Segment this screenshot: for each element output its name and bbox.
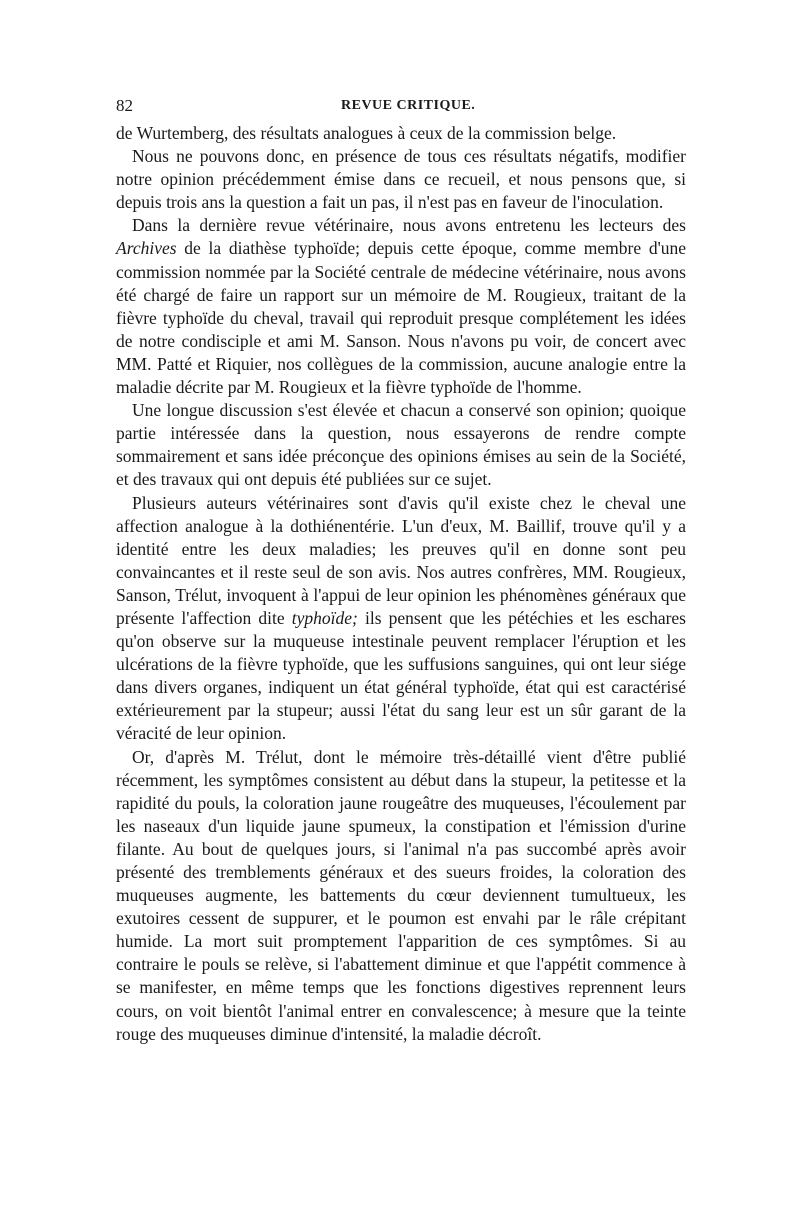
paragraph-2: Nous ne pouvons donc, en présence de tous ces résultats négatifs, modifier notre opinion précédemment émise dans ce recueil, et nous pensons que, si depuis trois ans la question a fait un pas, il n'est pas en faveur de l'inoculation. <box>116 146 686 213</box>
running-title: REVUE CRITIQUE. <box>341 98 476 113</box>
document-page <box>116 96 686 1046</box>
paragraph-5 <box>116 492 686 746</box>
paragraph-4: Une longue discussion s'est élevée et chacun a conservé son opinion; quoique partie intéressée dans la question, nous essayerons de rendre compte sommairement et sans idée préconçue des opinions émises au sein de la Société, et des travaux qui ont depuis été publiées sur ce sujet. <box>116 400 686 490</box>
body-text <box>116 122 686 1046</box>
page-number: 82 <box>116 96 133 115</box>
term-typhoide: typhoïde; <box>291 607 358 628</box>
paragraph-3 <box>116 214 686 399</box>
paragraph-1: de Wurtemberg, des résultats analogues à ceux de la commission belge. <box>116 123 617 143</box>
paragraph-3-text-a: Dans la dernière revue vétérinaire, nous avons entretenu les lecteurs des <box>132 215 686 236</box>
paragraph-3-text-b: de la diathèse typhoïde; depuis cette époque, comme membre d'une commission nommée par la Société centrale de médecine vétérinaire, nous avons été chargé de faire un rapport sur un mémoire de M. Rougieux, traitant de la fièvre typhoïde du cheval, travail qui reproduit presque complétement les idées de notre condisciple et ami M. Sanson. Nous n'avons pu voir, de concert avec MM. Patté et Riquier, nos collègues de la commission, aucune analogie entre la maladie décrite par M. Rougieux et la fièvre typhoïde de l'homme. <box>116 238 686 398</box>
page-header <box>116 96 686 122</box>
paragraph-6: Or, d'après M. Trélut, dont le mémoire très-détaillé vient d'être publié récemment, les symptômes consistent au début dans la stupeur, la petitesse et la rapidité du pouls, la coloration jaune rougeâtre des muqueuses, l'écoulement par les naseaux d'un liquide jaune spumeux, la constipation et l'émission d'urine filante. Au bout de quelques jours, si l'animal n'a pas succombé après avoir présenté des tremblements généraux et des sueurs froides, la coloration des muqueuses augmente, les battements du cœur deviennent tumultueux, les exutoires cessent de suppurer, et le poumon est envahi par le râle crépitant humide. La mort suit promptement l'apparition de ces symptômes. Si au contraire le pouls se relève, si l'abattement diminue et que l'appétit commence à se manifester, en même temps que les fonctions digestives reprennent leurs cours, on voit bientôt l'animal entrer en convalescence; à mesure que la teinte rouge des muqueuses diminue d'intensité, la maladie décroît. <box>116 746 686 1044</box>
paragraph-5-text-b: ils pensent que les pétéchies et les eschares qu'on observe sur la muqueuse intestinale peuvent remplacer l'éruption et les ulcérations de la fièvre typhoïde, que les suffusions sanguines, qui ont leur siége dans divers organes, indiquent un état général typhoïde, état qui est caractérisé extérieurement par la stupeur; aussi l'état du sang leur est un sûr garant de la véracité de leur opinion. <box>116 607 686 744</box>
journal-title-archives: Archives <box>116 238 177 259</box>
paragraph-5-text-a: Plusieurs auteurs vétérinaires sont d'avis qu'il existe chez le cheval une affection analogue à la dothiénentérie. L'un d'eux, M. Baillif, trouve qu'il y a identité entre les deux maladies; les preuves qu'il en donne sont peu convaincantes et il reste seul de son avis. Nos autres confrères, MM. Rougieux, Sanson, Trélut, invoquent à l'appui de leur opinion les phénomènes généraux que présente l'affection dite <box>116 492 686 628</box>
